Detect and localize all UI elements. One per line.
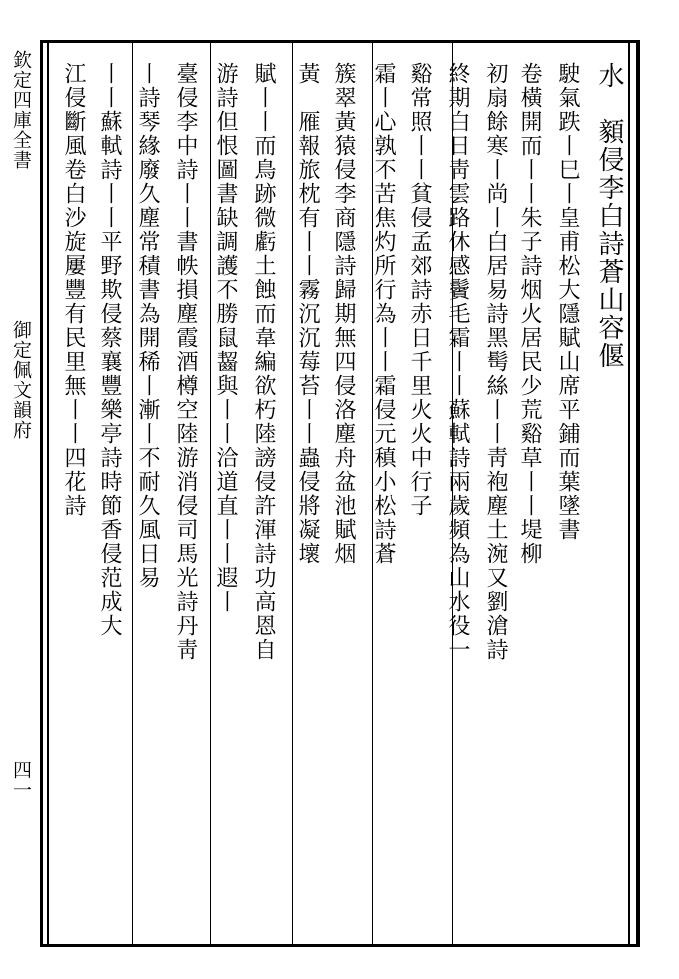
text-column-8: 簇翠黃猿侵李商隱詩歸期無四侵洛塵舟盆池賦烟 [331,62,356,566]
left-border-inner [47,40,49,947]
text-column-7: 霜丨心孰不苦焦灼所行為丨丨霜侵元稹小松詩蒼 [371,62,396,566]
text-column-11: 游詩但恨圖書缺調護不勝鼠齧與丨丨洽道直丨丨遐丨 [213,62,238,614]
text-column-3: 卷橫開而丨丨朱子詩烟火居民少荒谿草丨丨堤柳 [517,62,542,566]
page-number: 四一 [10,760,32,800]
top-border-line [40,40,640,43]
text-column-12: 臺侵李中詩丨丨書帙損塵霞酒樽空陸游消侵司馬光詩丹靑 [173,62,198,662]
left-border-outer [40,40,43,947]
text-column-1: 水 顡侵李白詩蒼山容偃 [594,62,624,370]
bottom-border-line [40,944,640,947]
text-column-5: 終期白日靑雲路休感鬢毛霜丨丨蘇軾詩兩歲頻為山水役一 [445,62,470,662]
text-column-6: 谿常照丨丨貧侵孟郊詩赤日千里火火中行子 [407,62,432,518]
right-border-inner [628,40,630,947]
text-column-4: 初扇餘寒丨尚丨白居易詩黑髩絲丨丨靑袍塵土涴又劉滄詩 [483,62,508,662]
book-title: 御定佩文韻府 [10,320,32,440]
text-column-15: 江侵斷風卷白沙旋屢豐有民里無丨丨四花詩 [61,62,86,518]
text-column-10: 賦丨丨而鳥跡微虧土蝕而韋編欲朽陸謗侵許渾詩功高恩自 [251,62,276,662]
text-column-13: 丨詩琴緣廢久塵常積書為開稀丨漸丨不耐久風日易 [135,62,160,590]
text-column-9: 黃 雁報旅枕有丨丨霧沉沉莓苔丨丨蟲侵將凝壞 [295,62,320,566]
running-head: 欽定四庫全書 [10,50,32,170]
right-border-outer [636,40,640,947]
text-column-14: 丨丨蘇軾詩丨丨平野欺侵蔡襄豐樂亭詩時節香侵范成大 [97,62,122,638]
text-column-2: 駛氣跌丨巳丨皇甫松大隱賦山席平鋪而葉墜書 [555,62,580,542]
